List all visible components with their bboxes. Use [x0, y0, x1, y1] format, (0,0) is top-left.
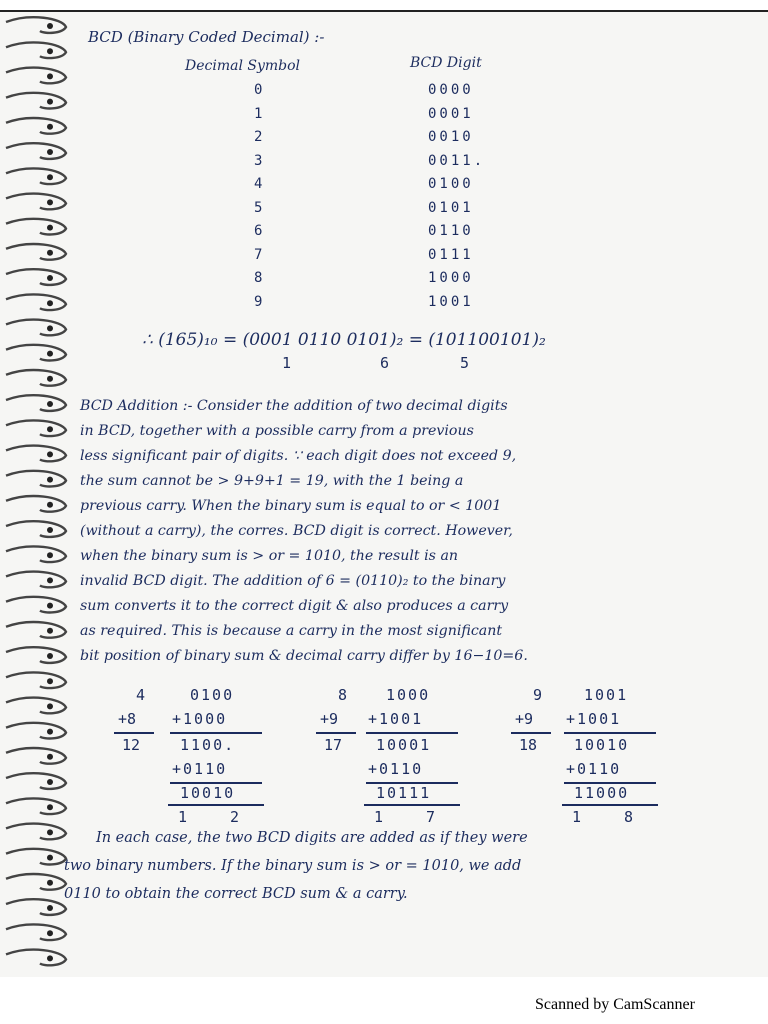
- decimal-symbol: 9: [254, 293, 263, 310]
- binding-hole: [47, 653, 53, 659]
- bcd-digit: 0100: [428, 176, 474, 192]
- binding-hole: [47, 376, 53, 382]
- bcd-digit: 0011.: [428, 152, 486, 169]
- binding-hole: [47, 779, 53, 785]
- spiral-ring: [6, 345, 66, 361]
- spiral-ring: [6, 798, 66, 814]
- decimal-symbol: 4: [254, 176, 263, 192]
- example-decimal-addend: 8: [338, 686, 348, 704]
- spiral-ring: [6, 244, 66, 260]
- binding-hole: [47, 351, 53, 357]
- spiral-ring: [6, 395, 66, 411]
- binding-hole: [47, 325, 53, 331]
- example-result-underline: [562, 804, 658, 806]
- spiral-ring: [6, 496, 66, 512]
- binding-hole: [47, 149, 53, 155]
- conversion-digit-1: 1: [282, 354, 292, 372]
- spiral-ring: [6, 672, 66, 688]
- example-corrected-result: 10111: [376, 784, 432, 802]
- example-result-underline: [364, 804, 460, 806]
- bcd-digit: 1000: [428, 270, 474, 286]
- example-corrected-result: 11000: [574, 784, 630, 802]
- example-binary-sum: 10001: [376, 736, 432, 754]
- example-corrected-result: 10010: [180, 784, 236, 802]
- decimal-symbol: 5: [254, 199, 263, 216]
- paragraph-line: invalid BCD digit. The addition of 6 = (0110)₂ to the binary: [80, 573, 506, 589]
- spiral-ring: [6, 950, 66, 966]
- spiral-ring: [6, 824, 66, 840]
- binding-hole: [47, 477, 53, 483]
- binding-hole: [47, 880, 53, 886]
- decimal-symbol: 0: [254, 82, 263, 98]
- example-decimal-underline: [316, 732, 356, 734]
- paragraph-line: less significant pair of digits. ∵ each digit does not exceed 9,: [80, 448, 517, 464]
- binding-hole: [47, 124, 53, 130]
- binding-hole: [47, 804, 53, 810]
- bcd-digit: 0000: [428, 82, 474, 98]
- spiral-ring: [6, 572, 66, 588]
- binding-hole: [47, 703, 53, 709]
- paragraph-line: (without a carry), the corres. BCD digit is correct. However,: [80, 523, 513, 539]
- example-carry-digit: 1: [572, 808, 582, 826]
- binding-hole: [47, 577, 53, 583]
- example-decimal-underline: [511, 732, 551, 734]
- decimal-symbol: 1: [254, 105, 263, 122]
- binding-hole: [47, 829, 53, 835]
- example-binary-sum: 10010: [574, 736, 630, 754]
- spiral-ring: [6, 546, 66, 562]
- example-binary-addend: +1000: [172, 710, 228, 728]
- example-decimal-addend: +9: [515, 710, 534, 728]
- spiral-ring: [6, 446, 66, 462]
- spiral-ring: [6, 143, 66, 159]
- paragraph-line: bit position of binary sum & decimal carry differ by 16−10=6.: [80, 648, 528, 664]
- spiral-ring: [6, 849, 66, 865]
- decimal-symbol: 2: [254, 129, 263, 145]
- binding-hole: [47, 603, 53, 609]
- example-decimal-sum: 17: [324, 736, 343, 754]
- spiral-ring: [6, 194, 66, 210]
- example-bcd-digit: 7: [426, 808, 436, 826]
- paragraph-line: previous carry. When the binary sum is equal to or < 1001: [80, 498, 502, 514]
- example-correction: +0110: [566, 760, 622, 778]
- binding-hole: [47, 300, 53, 306]
- spiral-ring: [6, 698, 66, 714]
- spiral-ring: [6, 420, 66, 436]
- binding-hole: [47, 930, 53, 936]
- binding-hole: [47, 855, 53, 861]
- example-binary-addend: +1001: [566, 710, 622, 728]
- bcd-digit: 0110: [428, 223, 474, 239]
- conversion-digit-5: 5: [460, 354, 470, 372]
- binding-hole: [47, 451, 53, 457]
- binding-hole: [47, 754, 53, 760]
- decimal-symbol: 3: [254, 152, 263, 169]
- spiral-ring: [6, 219, 66, 235]
- spiral-ring: [6, 269, 66, 285]
- spiral-ring: [6, 68, 66, 84]
- bcd-digit: 0001: [428, 105, 474, 122]
- binding-hole: [47, 73, 53, 79]
- spiral-ring: [6, 874, 66, 890]
- example-decimal-addend: 9: [533, 686, 543, 704]
- example-binary-addend: 0100: [190, 686, 235, 704]
- example-carry-digit: 1: [374, 808, 384, 826]
- conversion-line: ∴ (165)₁₀ = (0001 0110 0101)₂ = (101100101)₂: [142, 330, 546, 350]
- paragraph-line: as required. This is because a carry in the most significant: [80, 623, 503, 639]
- spiral-ring: [6, 924, 66, 940]
- binding-hole: [47, 48, 53, 54]
- binding-hole: [47, 401, 53, 407]
- example-binary-sum: 1100.: [180, 736, 236, 754]
- spiral-ring: [6, 899, 66, 915]
- spiral-ring: [6, 42, 66, 58]
- example-bcd-digit: 2: [230, 808, 240, 826]
- bcd-digit: 0010: [428, 129, 474, 145]
- closing-line: In each case, the two BCD digits are added as if they were: [96, 830, 528, 846]
- bcd-digit: 0111: [428, 246, 474, 263]
- decimal-symbol: 7: [254, 246, 263, 263]
- binding-hole: [47, 729, 53, 735]
- conversion-digit-6: 6: [380, 354, 390, 372]
- spiral-ring: [6, 93, 66, 109]
- spiral-ring: [6, 647, 66, 663]
- binding-hole: [47, 628, 53, 634]
- example-correction: +0110: [368, 760, 424, 778]
- example-binary-addend: 1001: [584, 686, 629, 704]
- example-decimal-addend: +9: [320, 710, 339, 728]
- binding-hole: [47, 225, 53, 231]
- binding-hole: [47, 527, 53, 533]
- spiral-ring: [6, 294, 66, 310]
- spiral-ring: [6, 17, 66, 33]
- binding-hole: [47, 250, 53, 256]
- example-decimal-addend: 4: [136, 686, 146, 704]
- closing-line: two binary numbers. If the binary sum is > or = 1010, we add: [64, 858, 522, 874]
- binding-hole: [47, 502, 53, 508]
- example-binary-underline: [170, 732, 262, 734]
- example-bcd-digit: 8: [624, 808, 634, 826]
- spiral-ring: [6, 748, 66, 764]
- spiral-ring: [6, 471, 66, 487]
- binding-hole: [47, 99, 53, 105]
- spiral-ring: [6, 168, 66, 184]
- paragraph-line: sum converts it to the correct digit & also produces a carry: [80, 598, 509, 614]
- spiral-binding: [0, 10, 80, 975]
- page-title: BCD (Binary Coded Decimal) :-: [88, 28, 325, 46]
- example-binary-underline: [564, 732, 656, 734]
- spiral-ring: [6, 773, 66, 789]
- example-decimal-sum: 18: [519, 736, 538, 754]
- binding-hole: [47, 174, 53, 180]
- paragraph-line: the sum cannot be > 9+9+1 = 19, with the 1 being a: [80, 473, 464, 489]
- header-decimal: Decimal Symbol: [185, 58, 301, 74]
- spiral-ring: [6, 723, 66, 739]
- binding-hole: [47, 199, 53, 205]
- example-decimal-addend: +8: [118, 710, 137, 728]
- example-carry-digit: 1: [178, 808, 188, 826]
- spiral-ring: [6, 320, 66, 336]
- paragraph-line: in BCD, together with a possible carry from a previous: [80, 423, 474, 439]
- header-bcd: BCD Digit: [410, 55, 482, 71]
- spiral-ring: [6, 521, 66, 537]
- binding-hole: [47, 275, 53, 281]
- binding-hole: [47, 905, 53, 911]
- bcd-digit: 1001: [428, 293, 474, 310]
- spiral-ring: [6, 370, 66, 386]
- binding-hole: [47, 552, 53, 558]
- bcd-digit: 0101: [428, 199, 474, 216]
- decimal-symbol: 8: [254, 270, 263, 286]
- example-binary-addend: 1000: [386, 686, 431, 704]
- scanner-watermark: Scanned by CamScanner: [535, 996, 695, 1013]
- closing-line: 0110 to obtain the correct BCD sum & a carry.: [64, 886, 408, 902]
- spiral-ring: [6, 597, 66, 613]
- paragraph-line: when the binary sum is > or = 1010, the result is an: [80, 548, 459, 564]
- example-result-underline: [168, 804, 264, 806]
- binding-hole: [47, 678, 53, 684]
- example-binary-addend: +1001: [368, 710, 424, 728]
- decimal-symbol: 6: [254, 223, 263, 239]
- spiral-ring: [6, 118, 66, 134]
- paragraph-line: BCD Addition :- Consider the addition of two decimal digits: [80, 398, 508, 414]
- spiral-ring: [6, 622, 66, 638]
- binding-hole: [47, 955, 53, 961]
- example-decimal-sum: 12: [122, 736, 141, 754]
- example-decimal-underline: [114, 732, 154, 734]
- binding-hole: [47, 23, 53, 29]
- binding-hole: [47, 426, 53, 432]
- example-binary-underline: [366, 732, 458, 734]
- example-correction: +0110: [172, 760, 228, 778]
